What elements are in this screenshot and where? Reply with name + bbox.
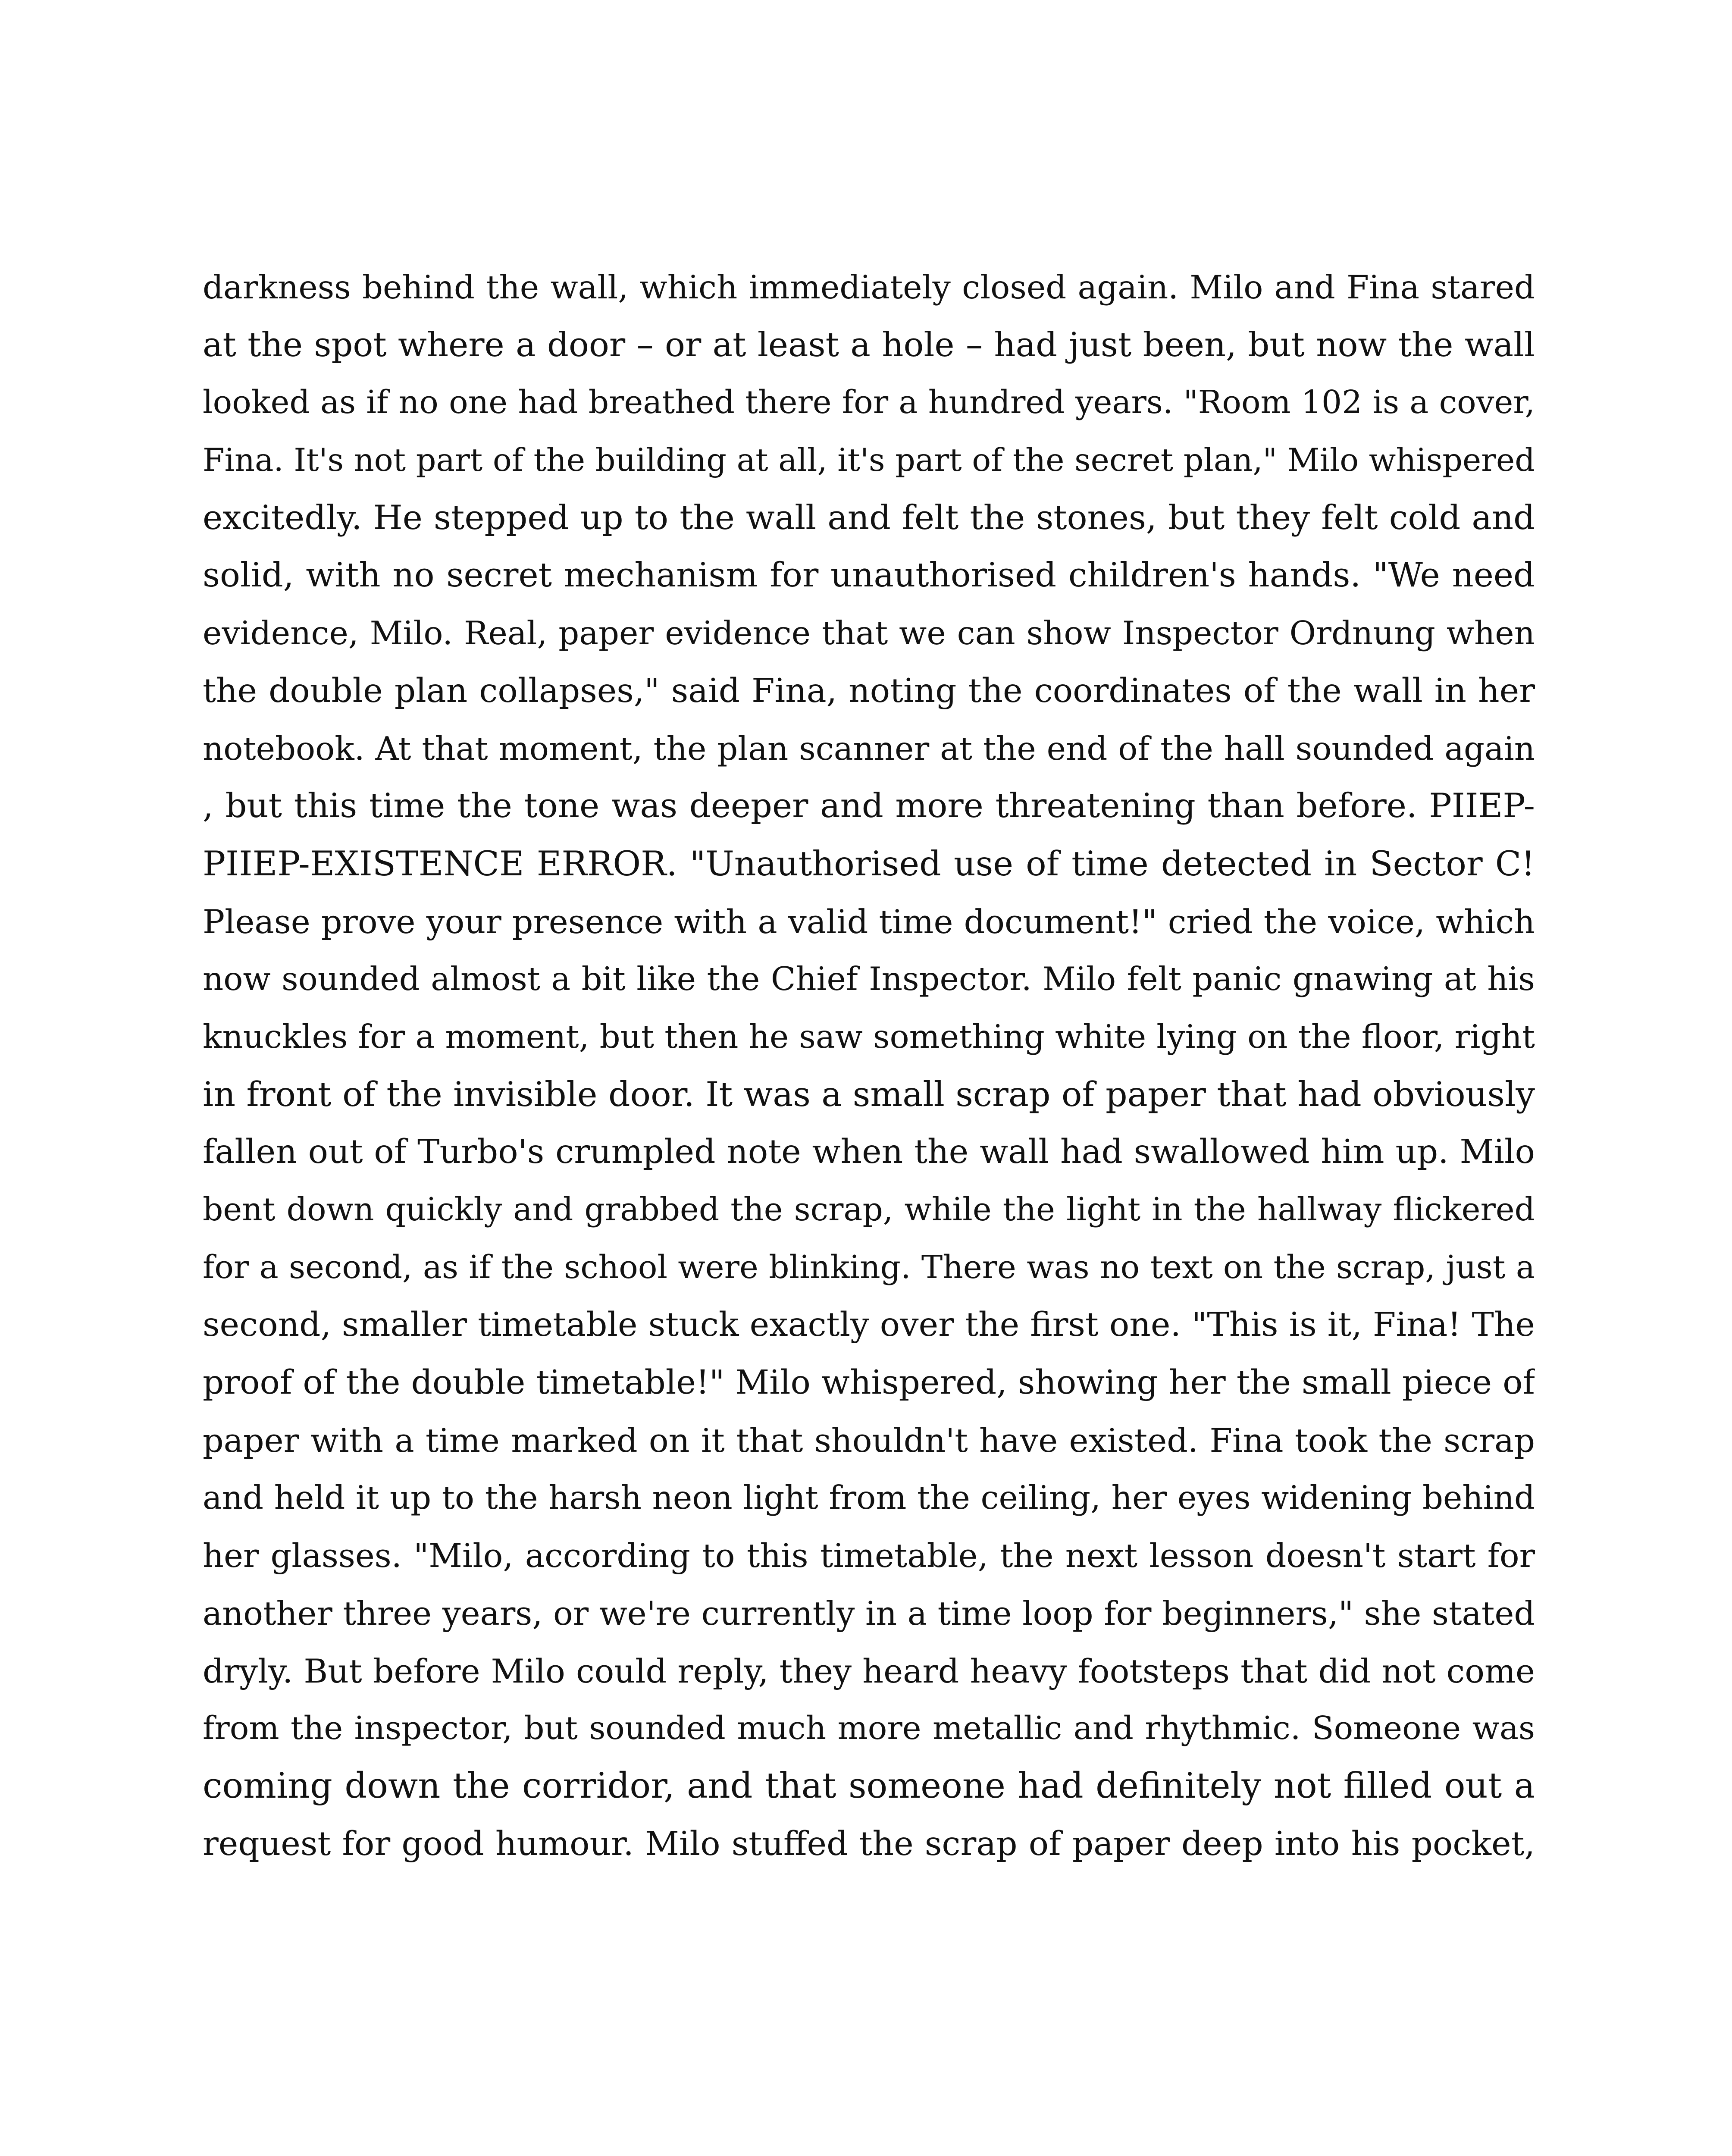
text-line: notebook. At that moment, the plan scanner at the end of the hall sounded again [203, 729, 1535, 768]
body-text [203, 259, 1535, 1873]
text-line: darkness behind the wall, which immediately closed again. Milo and Fina stared [203, 268, 1535, 306]
text-line: Fina. It's not part of the building at all, it's part of the secret plan," Milo whispered [203, 442, 1535, 479]
text-line: request for good humour. Milo stuffed the scrap of paper deep into his pocket, [203, 1824, 1535, 1863]
text-line: the double plan collapses," said Fina, noting the coordinates of the wall in her [203, 671, 1535, 710]
text-line: solid, with no secret mechanism for unauthorised children's hands. "We need [203, 556, 1535, 595]
text-line: another three years, or we're currently in a time loop for beginners," she stated [203, 1594, 1535, 1633]
text-line: looked as if no one had breathed there for a hundred years. "Room 102 is a cover, [203, 384, 1535, 421]
text-line: excitedly. He stepped up to the wall and felt the stones, but they felt cold and [203, 498, 1535, 537]
text-line: from the inspector, but sounded much more metallic and rhythmic. Someone was [203, 1710, 1535, 1747]
text-line: dryly. But before Milo could reply, they heard heavy footsteps that did not come [203, 1651, 1535, 1690]
text-line: for a second, as if the school were blinking. There was no text on the scrap, just a [203, 1248, 1535, 1286]
text-line: PIIEP-EXISTENCE ERROR. "Unauthorised use of time detected in Sector C! [203, 843, 1535, 884]
text-line: her glasses. "Milo, according to this timetable, the next lesson doesn't start for [203, 1536, 1535, 1575]
text-line: knuckles for a moment, but then he saw something white lying on the floor, right [203, 1017, 1535, 1056]
text-line: and held it up to the harsh neon light from the ceiling, her eyes widening behind [203, 1479, 1535, 1517]
text-line: fallen out of Turbo's crumpled note when the wall had swallowed him up. Milo [203, 1133, 1535, 1172]
text-line: evidence, Milo. Real, paper evidence that we can show Inspector Ordnung when [203, 614, 1535, 652]
text-line: Please prove your presence with a valid time document!" cried the voice, which [203, 902, 1535, 941]
text-line: in front of the invisible door. It was a small scrap of paper that had obviously [203, 1074, 1535, 1114]
text-line: second, smaller timetable stuck exactly over the first one. "This is it, Fina! The [203, 1306, 1535, 1344]
text-line: at the spot where a door – or at least a hole – had just been, but now the wall [203, 325, 1535, 364]
text-line: proof of the double timetable!" Milo whispered, showing her the small piece of [203, 1363, 1535, 1402]
text-line: , but this time the tone was deeper and more threatening than before. PIIEP- [203, 787, 1535, 826]
text-line: bent down quickly and grabbed the scrap, while the light in the hallway flickered [203, 1191, 1535, 1228]
text-line: coming down the corridor, and that someone had definitely not filled out a [203, 1765, 1535, 1806]
text-line: now sounded almost a bit like the Chief Inspector. Milo felt panic gnawing at his [203, 960, 1535, 998]
text-line: paper with a time marked on it that shouldn't have existed. Fina took the scrap [203, 1421, 1535, 1460]
